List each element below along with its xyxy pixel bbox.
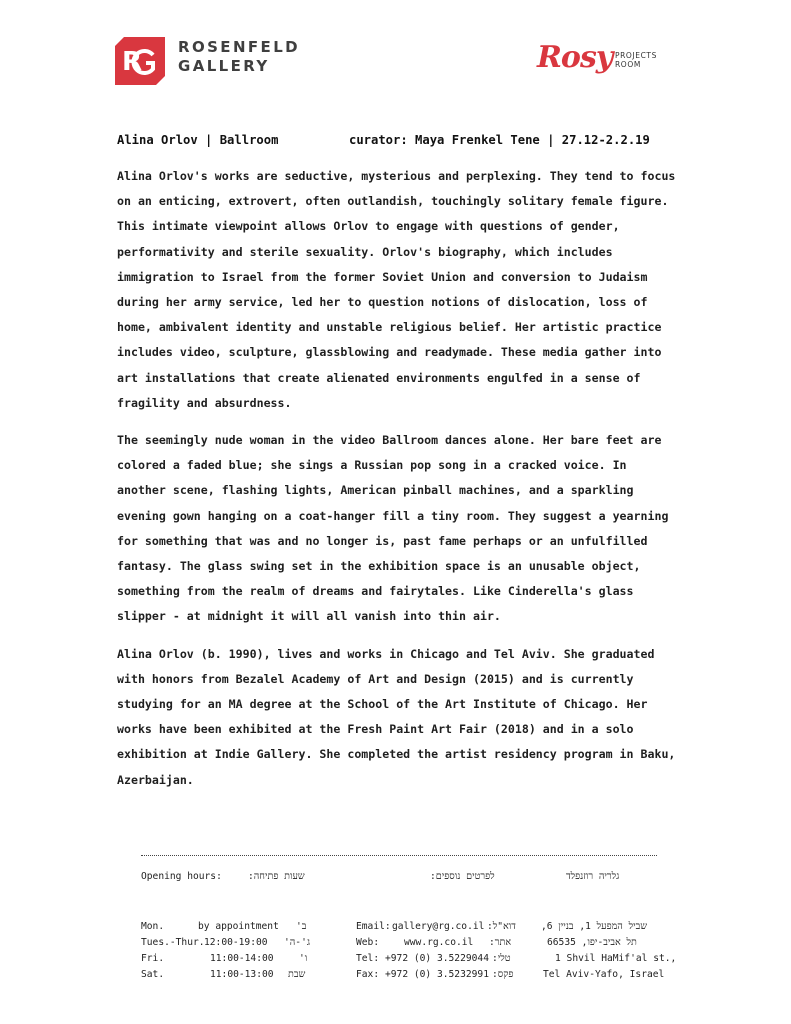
email-link[interactable]: gallery@rg.co.il — [392, 921, 485, 932]
hours-day: Sat. — [141, 969, 165, 980]
press-release-body — [117, 164, 677, 805]
hours-day-hebrew: שבת — [288, 969, 306, 980]
contact-label: Email: — [356, 921, 391, 932]
gallery-word: GALLERY — [178, 57, 270, 75]
svg-text:R: R — [122, 47, 143, 77]
opening-hours-label-hebrew: שעות פתיחה: — [248, 871, 305, 882]
contact-label: Fax: — [356, 969, 380, 980]
contact-label-hebrew: פקס: — [492, 969, 514, 980]
hours-day: Mon. — [141, 921, 165, 932]
hours-day-hebrew: ג'-ה' — [284, 937, 311, 948]
hours-time: 12:00-19:00 — [204, 937, 268, 948]
hours-day-hebrew: ב' — [296, 921, 307, 932]
rosy-wordmark: Rosy — [537, 40, 613, 75]
hours-time: 11:00-13:00 — [210, 969, 274, 980]
gallery-name-hebrew: גלריה רוזנפלד — [566, 871, 620, 882]
contact-label-hebrew: טלי: — [492, 953, 511, 964]
rosenfeld-logo-icon — [115, 37, 165, 85]
phone-number: +972 (0) 3.5229044 — [385, 953, 489, 964]
address-line-hebrew: תל אביב-יפו, 66535 — [547, 937, 637, 948]
contact-label-hebrew: אתר: — [489, 937, 512, 948]
hours-day-hebrew: ו' — [299, 953, 308, 964]
rosy-logo — [537, 38, 677, 86]
more-details-hebrew: לפרטים נוספים: — [430, 871, 495, 882]
hours-time: by appointment — [198, 921, 279, 932]
exhibition-header — [117, 133, 677, 153]
address-line: 1 Shvil HaMif'al st., — [555, 953, 677, 964]
fax-number: +972 (0) 3.5232991 — [385, 969, 489, 980]
rosenfeld-logo-wordmark — [178, 38, 300, 76]
rosy-projects: PROJECTS — [615, 51, 657, 60]
artist-title: Alina Orlov | Ballroom — [117, 133, 279, 147]
curator-dates: curator: Maya Frenkel Tene | 27.12-2.2.19 — [349, 133, 650, 147]
rosenfeld-name: ROSENFELD — [178, 38, 301, 56]
hours-time: 11:00-14:00 — [210, 953, 274, 964]
rosy-subtitle — [615, 51, 657, 69]
contact-label-hebrew: דוא"ל: — [487, 921, 516, 932]
paragraph-intro: Alina Orlov's works are seductive, mysterious and perplexing. They tend to focus on an enticing, extrovert, often outlandish, touchingly solitary female figure. This intimate viewpoint allows Orlov to engage with questions of gender, performativity and sterile sexuality. Orlov's biography, which includes immigration to Israel from the former Soviet Union and conversion to Judaism during her army service, led her to question notions of dislocation, loss of home, ambivalent identity and unstable religious belief. Her artistic practice includes video, sculpture, glassblowing and readymade. These media gather into art installations that create alienated environments engulfed in a sense of fragility and absurdness. — [117, 169, 676, 410]
contact-label: Web: — [356, 937, 380, 948]
paragraph-biography: Alina Orlov (b. 1990), lives and works in Chicago and Tel Aviv. She graduated with honors from Bezalel Academy of Art and Design (2015) and is currently studying for an MA degree at the School of the Art Institute of Chicago. Her works have been exhibited at the Fresh Paint Art Fair (2018) and in a solo exhibition at Indie Gallery. She completed the artist residency program in Baku, Azerbaijan. — [117, 646, 676, 787]
address-line-hebrew: שביל המפעל 1, בניין 6, — [541, 921, 648, 932]
hours-day: Tues.-Thur. — [141, 937, 205, 948]
web-link[interactable]: www.rg.co.il — [404, 937, 474, 948]
address-line: Tel Aviv-Yafo, Israel — [543, 969, 665, 980]
paragraph-ballroom: The seemingly nude woman in the video Ballroom dances alone. Her bare feet are colored a faded blue; she sings a Russian pop song in a cracked voice. In another scene, flashing lights, American pinball machines, and a sparkling evening gown hanging on a coat-hanger fill a tiny room. They suggest a yearning for something that was and no longer is, past fame perhaps or an unfulfilled fantasy. The glass swing set in the exhibition space is an unusable object, something from the realm of dreams and fairytales. Like Cinderella's glass slipper - at midnight it will all vanish into thin air. — [117, 433, 669, 624]
rosy-room: ROOM — [615, 60, 641, 69]
opening-hours-label: Opening hours: — [141, 871, 222, 882]
hours-day: Fri. — [141, 953, 165, 964]
contact-label: Tel: — [356, 953, 380, 964]
footer-divider — [141, 855, 657, 856]
